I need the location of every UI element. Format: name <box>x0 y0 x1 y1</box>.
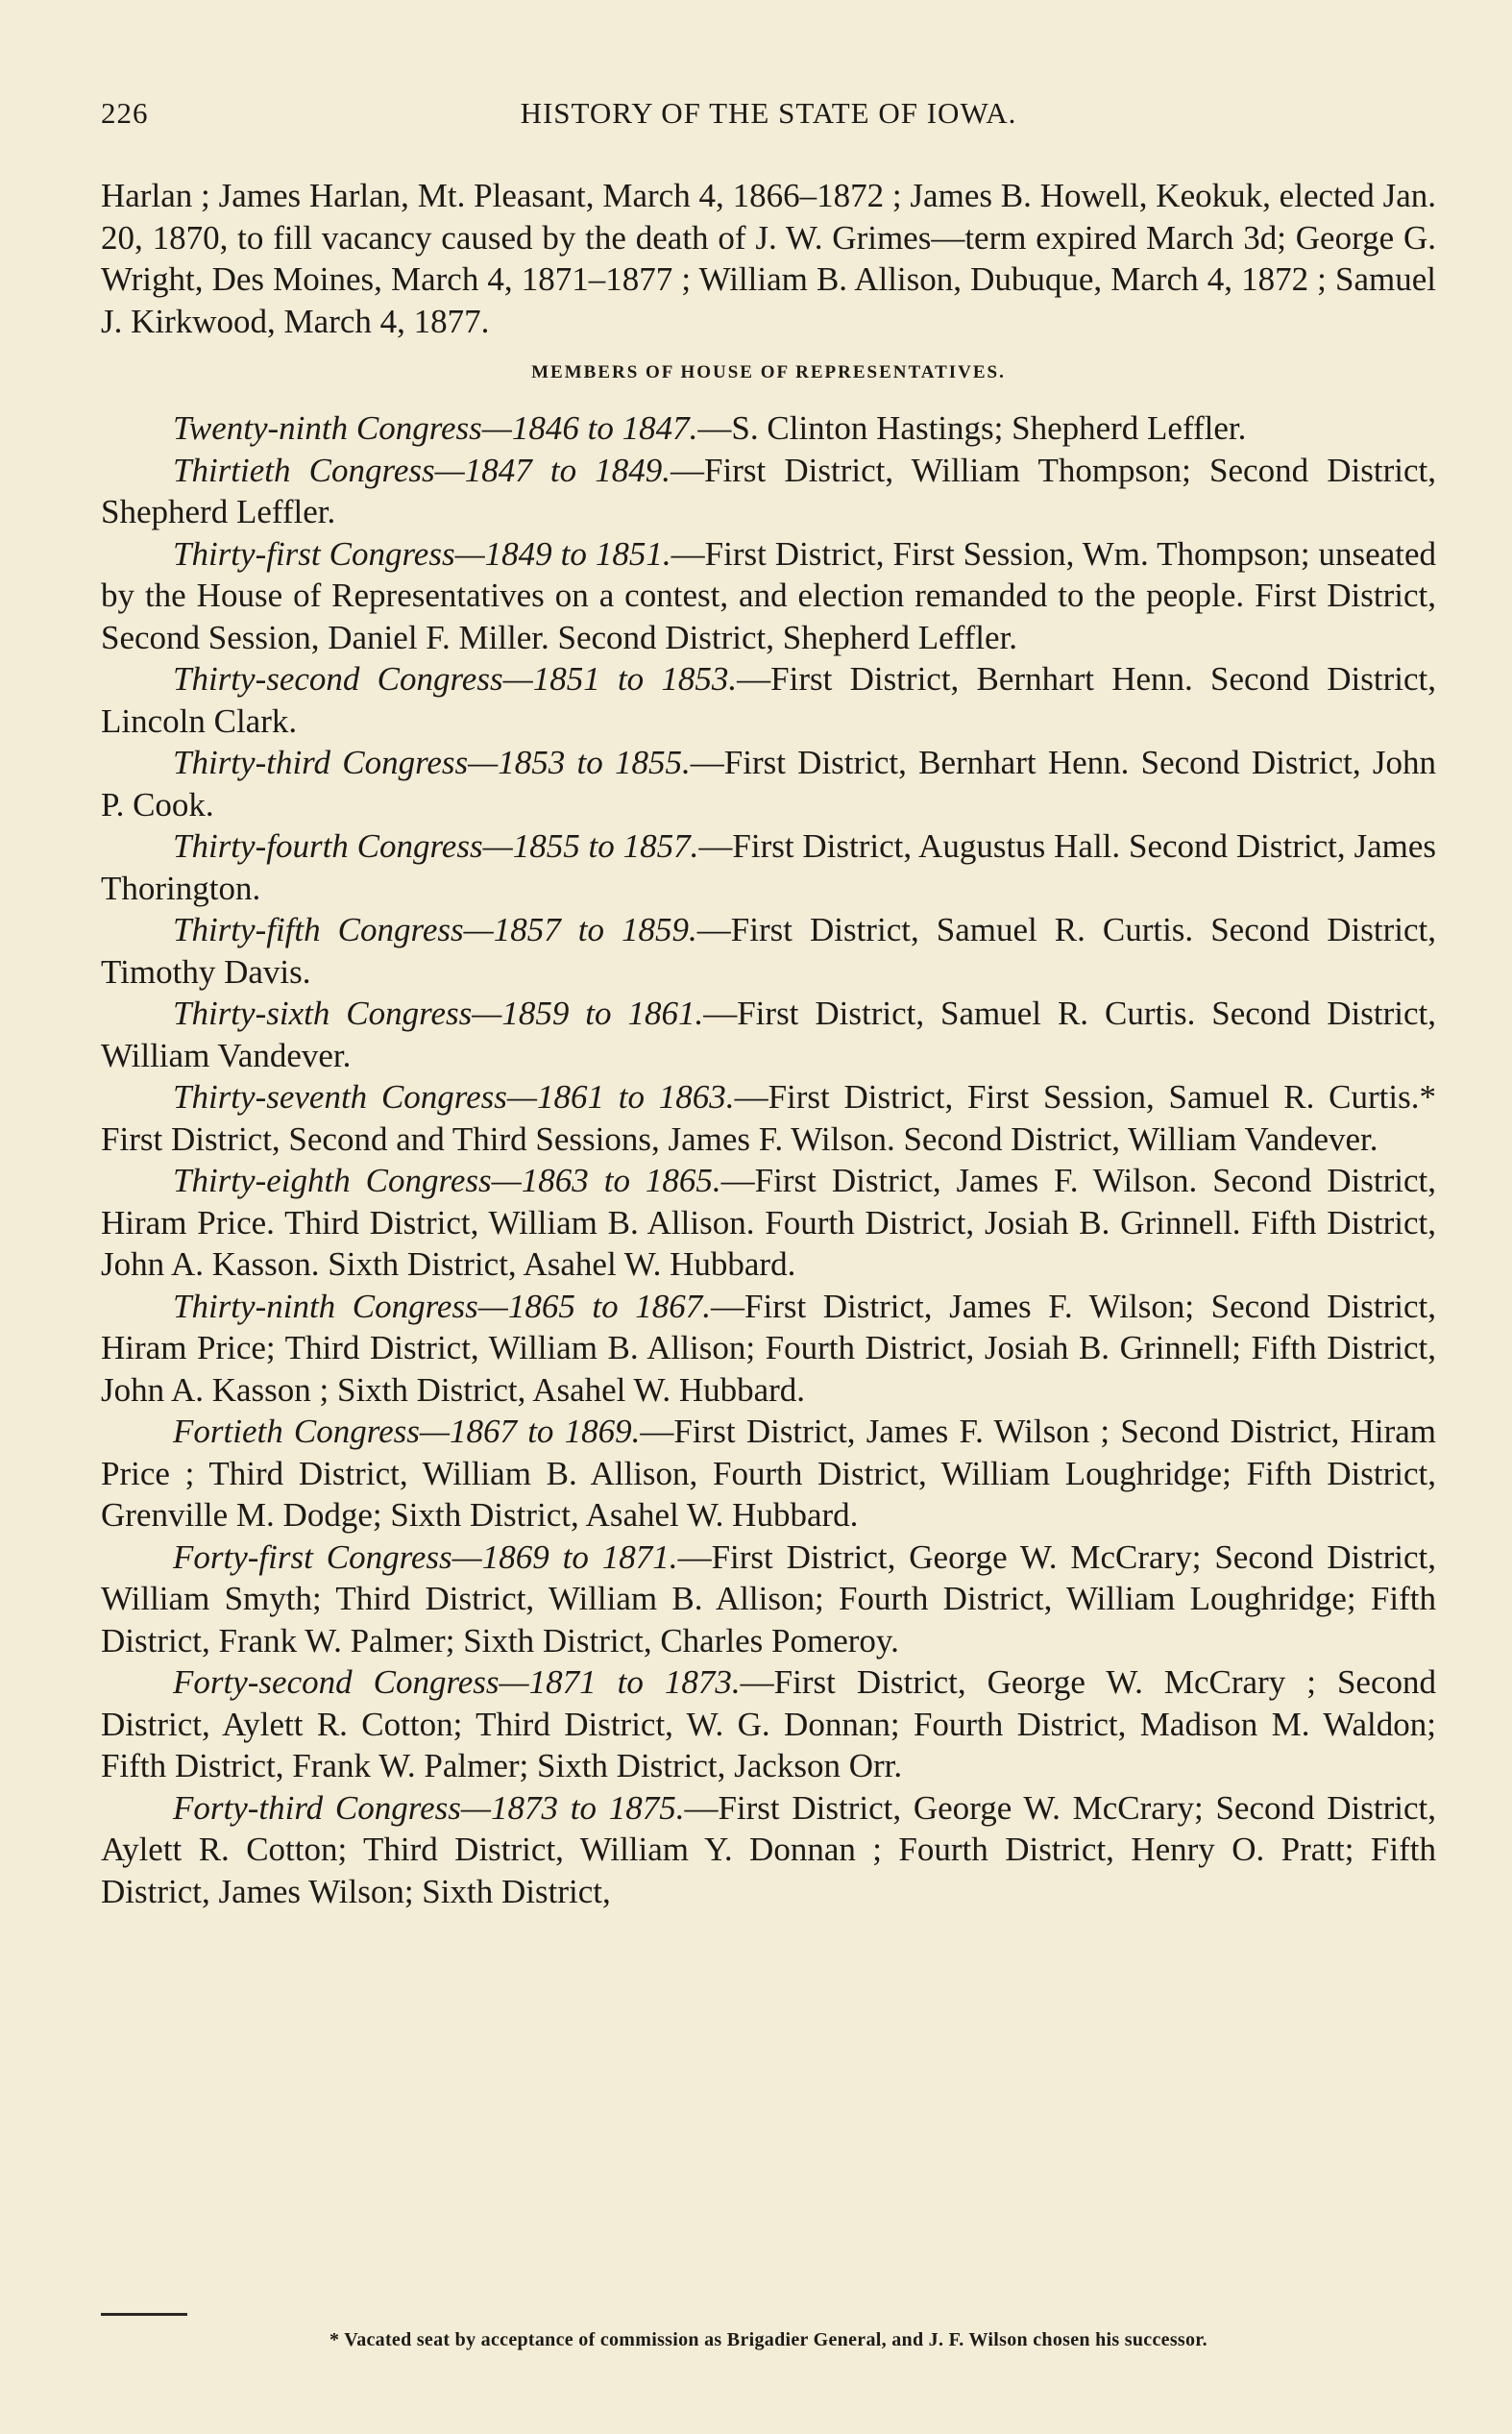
congress-members: —First District, James F. Wilson. Second District, Hiram Price. Third District, William B. Allison. Fourth District, Josiah B. Grinnell. Fifth District, John A. Kasson. Sixth District, Asahel W. Hubbard. <box>101 1162 1436 1283</box>
congress-entry <box>101 533 1436 659</box>
congress-entry <box>101 1661 1436 1787</box>
congress-entry <box>101 909 1436 993</box>
congress-members: —First District, Samuel R. Curtis. Second District, William Vandever. <box>101 995 1436 1074</box>
footnote-divider <box>101 2313 187 2316</box>
page-header <box>101 96 1436 144</box>
footnote: * Vacated seat by acceptance of commission as Brigadier General, and J. F. Wilson chosen his successor. <box>329 2329 1207 2350</box>
congress-entry <box>101 407 1436 450</box>
congress-title: Forty-first Congress—1869 to 1871. <box>173 1537 678 1576</box>
congress-members: —First District, George W. McCrary ; Second District, Aylett R. Cotton; Third District, W. G. Donnan; Fourth District, Madison M. Waldon; Fifth District, Frank W. Palmer; Sixth District, Jackson Orr. <box>101 1663 1436 1784</box>
congress-members: —First District, James F. Wilson ; Second District, Hiram Price ; Third District, William B. Allison, Fourth District, William Loughridge; Fifth District, Grenville M. Dodge; Sixth District, Asahel W. Hubbard. <box>101 1413 1436 1534</box>
congress-title: Forty-second Congress—1871 to 1873. <box>173 1663 741 1701</box>
congress-entry <box>101 1286 1436 1412</box>
congress-title: Thirty-sixth Congress—1859 to 1861. <box>173 995 704 1032</box>
congress-entry <box>101 1787 1436 1913</box>
congress-members: —First District, William Thompson; Second District, Shepherd Leffler. <box>101 451 1436 530</box>
congress-entry <box>101 1537 1436 1662</box>
congress-title: Thirty-seventh Congress—1861 to 1863. <box>173 1078 735 1116</box>
page-number: 226 <box>101 96 149 130</box>
congress-title: Forty-third Congress—1873 to 1875. <box>173 1788 685 1827</box>
congress-members: —First District, George W. McCrary; Second District, William Smyth; Third District, William B. Allison; Fourth District, William Loughridge; Fifth District, Frank W. Palmer; Sixth District, Charles Pomeroy. <box>101 1537 1436 1660</box>
congress-entry <box>101 825 1436 909</box>
running-head: HISTORY OF THE STATE OF IOWA. <box>520 96 1017 130</box>
section-heading: MEMBERS OF HOUSE OF REPRESENTATIVES. <box>531 362 1006 382</box>
congress-title: Fortieth Congress—1867 to 1869. <box>173 1413 641 1450</box>
congress-title: Thirty-second Congress—1851 to 1853. <box>173 660 738 698</box>
congress-entry <box>101 993 1436 1076</box>
congress-entry <box>101 1160 1436 1286</box>
congress-entry <box>101 742 1436 825</box>
congress-members: —First District, First Session, Samuel R. Curtis.* First District, Second and Third Sessions, James F. Wilson. Second District, William Vandever. <box>101 1078 1436 1158</box>
congress-title: Thirty-fifth Congress—1857 to 1859. <box>173 911 697 948</box>
congress-members: —First District, James F. Wilson; Second District, Hiram Price; Third District, William B. Allison; Fourth District, Josiah B. Grinnell; Fifth District, John A. Kasson ; Sixth District, Asahel W. Hubbard. <box>101 1287 1436 1409</box>
congress-members: —First District, George W. McCrary; Second District, Aylett R. Cotton; Third District, William Y. Donnan ; Fourth District, Henry O. Pratt; Fifth District, James Wilson; Sixth District, <box>101 1788 1436 1910</box>
congress-title: Thirtieth Congress—1847 to 1849. <box>173 451 671 489</box>
body-text <box>101 175 1436 1912</box>
congress-entry <box>101 1411 1436 1537</box>
congress-title: Thirty-eighth Congress—1863 to 1865. <box>173 1162 721 1199</box>
congress-members: —First District, Augustus Hall. Second District, James Thorington. <box>101 827 1436 907</box>
congress-members: —First District, Bernhart Henn. Second District, John P. Cook. <box>101 744 1436 824</box>
congress-entry <box>101 1076 1436 1160</box>
congress-title: Thirty-ninth Congress—1865 to 1867. <box>173 1287 711 1325</box>
congress-title: Thirty-fourth Congress—1855 to 1857. <box>173 827 699 865</box>
congress-members: —First District, Samuel R. Curtis. Second District, Timothy Davis. <box>101 911 1436 991</box>
congress-title: Twenty-ninth Congress—1846 to 1847. <box>173 409 698 447</box>
congress-title: Thirty-first Congress—1849 to 1851. <box>173 534 671 573</box>
congress-members: —First District, First Session, Wm. Thompson; unseated by the House of Representatives on a contest, and election remanded to the people. First District, Second Session, Daniel F. Miller. Second District, Shepherd Leffler. <box>101 534 1436 656</box>
congress-entry <box>101 658 1436 742</box>
congress-entry <box>101 450 1436 533</box>
congress-members: —S. Clinton Hastings; Shepherd Leffler. <box>697 409 1247 447</box>
congress-members: —First District, Bernhart Henn. Second District, Lincoln Clark. <box>101 660 1437 740</box>
intro-paragraph: Harlan ; James Harlan, Mt. Pleasant, March 4, 1866–1872 ; James B. Howell, Keokuk, elected Jan. 20, 1870, to fill vacancy caused by the death of J. W. Grimes—term expired March 3d; George G. Wright, Des Moines, March 4, 1871–1877 ; William B. Allison, Dubuque, March 4, 1872 ; Samuel J. Kirkwood, March 4, 1877. <box>101 177 1436 340</box>
congress-title: Thirty-third Congress—1853 to 1855. <box>173 744 691 781</box>
